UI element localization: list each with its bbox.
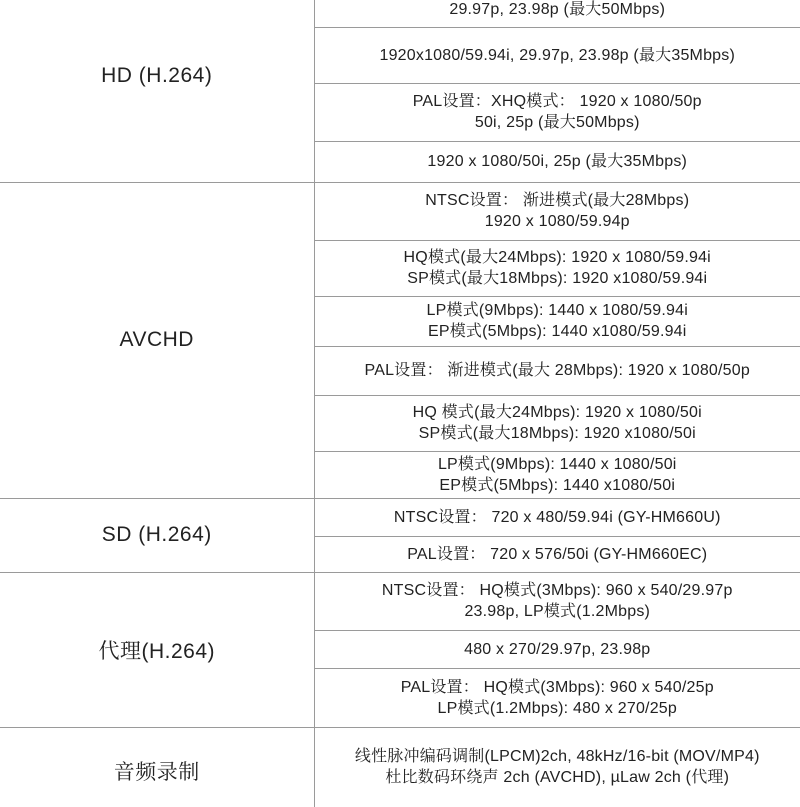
spec-value-cell xyxy=(314,27,800,83)
row-label-text: SD (H.264) xyxy=(102,523,212,546)
row-label-audio xyxy=(0,727,314,807)
spec-value-line: SP模式(最大18Mbps): 1920 x1080/59.94i xyxy=(315,268,800,289)
spec-value-cell xyxy=(314,395,800,451)
spec-value-line: HQ 模式(最大24Mbps): 1920 x 1080/50i xyxy=(315,402,800,423)
row-label-avchd xyxy=(0,182,314,498)
table-row xyxy=(0,0,800,27)
table-row xyxy=(0,727,800,807)
spec-value-line: 480 x 270/29.97p, 23.98p xyxy=(315,639,800,660)
spec-value-cell xyxy=(314,240,800,296)
spec-value-cell xyxy=(314,83,800,141)
row-label-text: 音频录制 xyxy=(114,761,200,784)
spec-value-line: 1920x1080/59.94i, 29.97p, 23.98p (最大35Mbps) xyxy=(315,45,800,66)
spec-value-line: 1920 x 1080/59.94p xyxy=(315,211,800,232)
row-label-hd xyxy=(0,0,314,182)
spec-value-line: PAL设置： HQ模式(3Mbps): 960 x 540/25p xyxy=(315,677,800,698)
spec-value-cell xyxy=(314,296,800,346)
row-label-text: 代理(H.264) xyxy=(98,640,215,663)
spec-value-cell xyxy=(314,141,800,182)
spec-value-line: LP模式(9Mbps): 1440 x 1080/59.94i xyxy=(315,300,800,321)
spec-value-cell xyxy=(314,727,800,807)
spec-value-cell xyxy=(314,451,800,498)
spec-value-line: 50i, 25p (最大50Mbps) xyxy=(315,112,800,133)
spec-value-line: 线性脉冲编码调制(LPCM)2ch, 48kHz/16-bit (MOV/MP4) xyxy=(315,746,800,767)
table-row xyxy=(0,572,800,630)
spec-value-line: SP模式(最大18Mbps): 1920 x1080/50i xyxy=(315,423,800,444)
spec-value-line: 29.97p, 23.98p (最大50Mbps) xyxy=(315,0,800,20)
spec-value-line: 杜比数码环绕声 2ch (AVCHD), µLaw 2ch (代理) xyxy=(315,767,800,788)
spec-value-line: PAL设置：XHQ模式： 1920 x 1080/50p xyxy=(315,91,800,112)
spec-value-cell xyxy=(314,668,800,727)
spec-value-line: NTSC设置： HQ模式(3Mbps): 960 x 540/29.97p xyxy=(315,580,800,601)
spec-value-cell xyxy=(314,182,800,240)
spec-value-line: HQ模式(最大24Mbps): 1920 x 1080/59.94i xyxy=(315,247,800,268)
spec-value-line: PAL设置： 720 x 576/50i (GY-HM660EC) xyxy=(315,544,800,565)
spec-value-line: 23.98p, LP模式(1.2Mbps) xyxy=(315,601,800,622)
row-label-text: AVCHD xyxy=(120,328,194,351)
spec-value-line: EP模式(5Mbps): 1440 x1080/59.94i xyxy=(315,321,800,342)
table-row xyxy=(0,182,800,240)
spec-value-line: 1920 x 1080/50i, 25p (最大35Mbps) xyxy=(315,151,800,172)
spec-value-line: LP模式(1.2Mbps): 480 x 270/25p xyxy=(315,698,800,719)
row-label-text: HD (H.264) xyxy=(101,64,212,87)
spec-value-line: NTSC设置： 720 x 480/59.94i (GY-HM660U) xyxy=(315,507,800,528)
spec-value-line: PAL设置： 渐进模式(最大 28Mbps): 1920 x 1080/50p xyxy=(315,360,800,381)
spec-value-line: NTSC设置： 渐进模式(最大28Mbps) xyxy=(315,190,800,211)
spec-value-cell xyxy=(314,536,800,572)
spec-value-cell xyxy=(314,0,800,27)
spec-value-cell xyxy=(314,572,800,630)
row-label-proxy xyxy=(0,572,314,727)
spec-value-cell xyxy=(314,346,800,395)
spec-value-line: LP模式(9Mbps): 1440 x 1080/50i xyxy=(315,454,800,475)
spec-value-cell xyxy=(314,630,800,668)
spec-value-cell xyxy=(314,498,800,536)
row-label-sd xyxy=(0,498,314,572)
table-row xyxy=(0,498,800,536)
spec-value-line: EP模式(5Mbps): 1440 x1080/50i xyxy=(315,475,800,496)
